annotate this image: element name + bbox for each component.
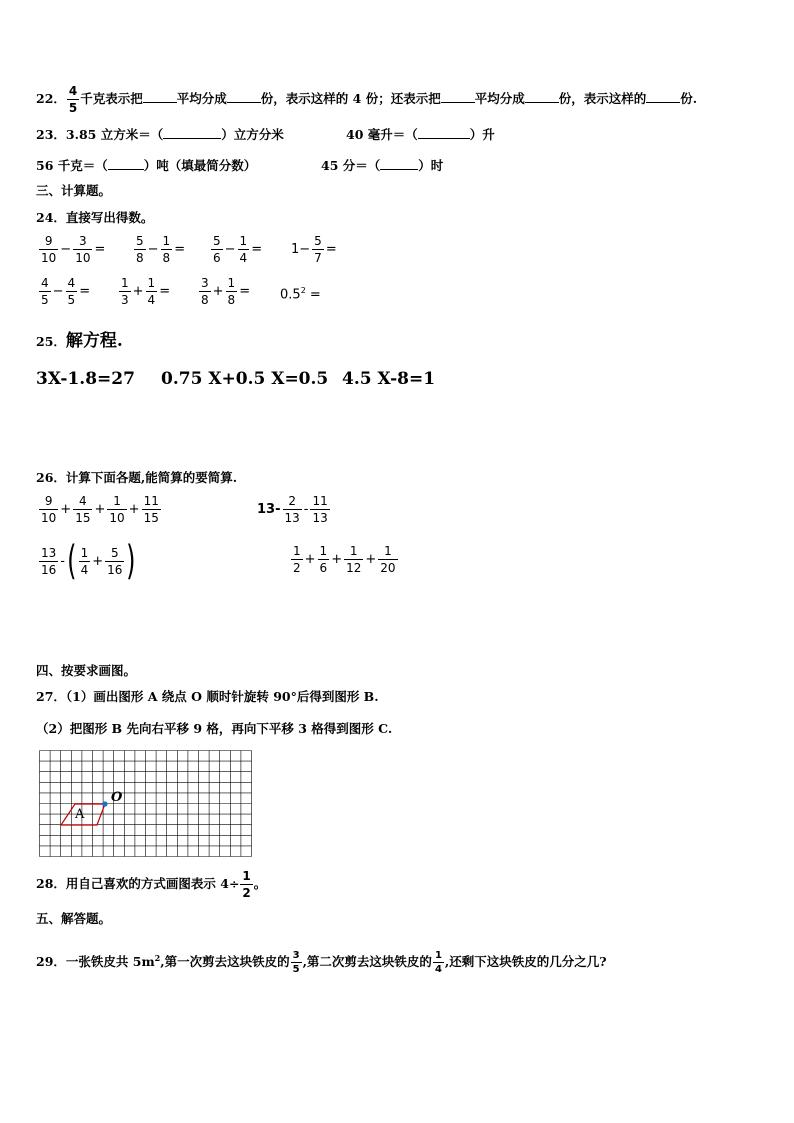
q26-expression-3: $\frac{13}{16}$ -( $\frac{1}{4}$ + $\frac{5}{16}$ ) <box>41 538 136 584</box>
answer-blank[interactable] <box>163 126 221 139</box>
question-27-part-1: 27．（1）画出图形 A 绕点 O 顺时针旋转 90°后得到图形 B. <box>36 689 379 704</box>
question-23-part-4: 45 分＝（ ）时 <box>321 158 444 173</box>
question-25-title: 25．解方程. <box>36 331 123 351</box>
answer-blank[interactable] <box>143 90 177 103</box>
answer-blank[interactable] <box>441 90 475 103</box>
q24-item-3: $\frac{5}{6}$ − $\frac{1}{4}$ = <box>213 234 263 265</box>
answer-blank[interactable] <box>108 157 144 170</box>
q24-item-7: $\frac{3}{8}$ + $\frac{1}{8}$ = <box>201 276 251 307</box>
q24-item-1: $\frac{9}{10}$ − $\frac{3}{10}$ = <box>41 234 106 265</box>
question-23-part-2: 40 毫升＝（ ）升 <box>346 127 495 142</box>
question-27-part-2: （2）把图形 B 先向右平移 9 格，再向下平移 3 格得到图形 C. <box>36 721 393 736</box>
fraction: $\frac{4}{5}$ <box>68 84 78 115</box>
question-24-title: 24．直接写出得数。 <box>36 210 154 225</box>
q26-expression-4: $\frac{1}{2}$ + $\frac{1}{6}$ + $\frac{1}{12}$ + $\frac{1}{20}$ <box>293 544 396 575</box>
answer-blank[interactable] <box>227 90 261 103</box>
answer-blank[interactable] <box>380 157 418 170</box>
left-paren: ( <box>67 538 77 584</box>
q24-item-8: $0.5^2$ = <box>280 286 321 303</box>
point-o <box>102 801 107 806</box>
label-a: A <box>75 807 85 822</box>
label-o: O <box>111 790 123 805</box>
section-4-heading: 四、按要求画图。 <box>36 663 137 678</box>
question-number: 22． <box>36 91 66 106</box>
question-22: 22． $\frac{4}{5}$ 千克表示把 平均分成 份，表示这样的 4 份；还表示把 平均分成 份，表示这样的 份. <box>36 84 698 115</box>
question-29: 29．一张铁皮共 $5m^2$,第一次剪去这块铁皮的 $\frac{3}{5}$ ,第二次剪去这块铁皮的 $\frac{1}{4}$ ,还剩下这块铁皮的几分之几? <box>36 950 607 975</box>
q24-item-5: $\frac{4}{5}$ − $\frac{4}{5}$ = <box>41 276 91 307</box>
question-26-title: 26．计算下面各题,能简算的要简算. <box>36 470 238 485</box>
right-paren: ) <box>126 538 136 584</box>
q24-item-4: 1− $\frac{5}{7}$ = <box>291 234 337 265</box>
equation-3: 4.5 X-8=1 <box>342 369 436 389</box>
section-5-heading: 五、解答题。 <box>36 911 112 926</box>
q26-expression-1: $\frac{9}{10}$ + $\frac{4}{15}$ + $\frac{1}{10}$ + $\frac{11}{15}$ <box>41 494 159 525</box>
drawing-grid[interactable] <box>39 750 253 858</box>
equation-1: 3X-1.8=27 <box>36 369 135 389</box>
answer-blank[interactable] <box>418 126 470 139</box>
q24-item-2: $\frac{5}{8}$ − $\frac{1}{8}$ = <box>136 234 186 265</box>
answer-blank[interactable] <box>646 90 680 103</box>
answer-blank[interactable] <box>525 90 559 103</box>
equation-2: 0.75 X+0.5 X=0.5 <box>161 369 329 389</box>
q24-item-6: $\frac{1}{3}$ + $\frac{1}{4}$ = <box>121 276 171 307</box>
grid-lines <box>40 751 252 857</box>
section-3-heading: 三、计算题。 <box>36 183 112 198</box>
question-23-line-1: 23．3.85 立方米＝（ ）立方分米 <box>36 127 284 142</box>
q26-expression-2: 13- $\frac{2}{13}$ - $\frac{11}{13}$ <box>257 494 328 525</box>
question-23-line-2: 56 千克＝（ ）吨（填最简分数） <box>36 158 257 173</box>
question-28: 28．用自己喜欢的方式画图表示 4÷ $\frac{1}{2}$ 。 <box>36 869 267 900</box>
